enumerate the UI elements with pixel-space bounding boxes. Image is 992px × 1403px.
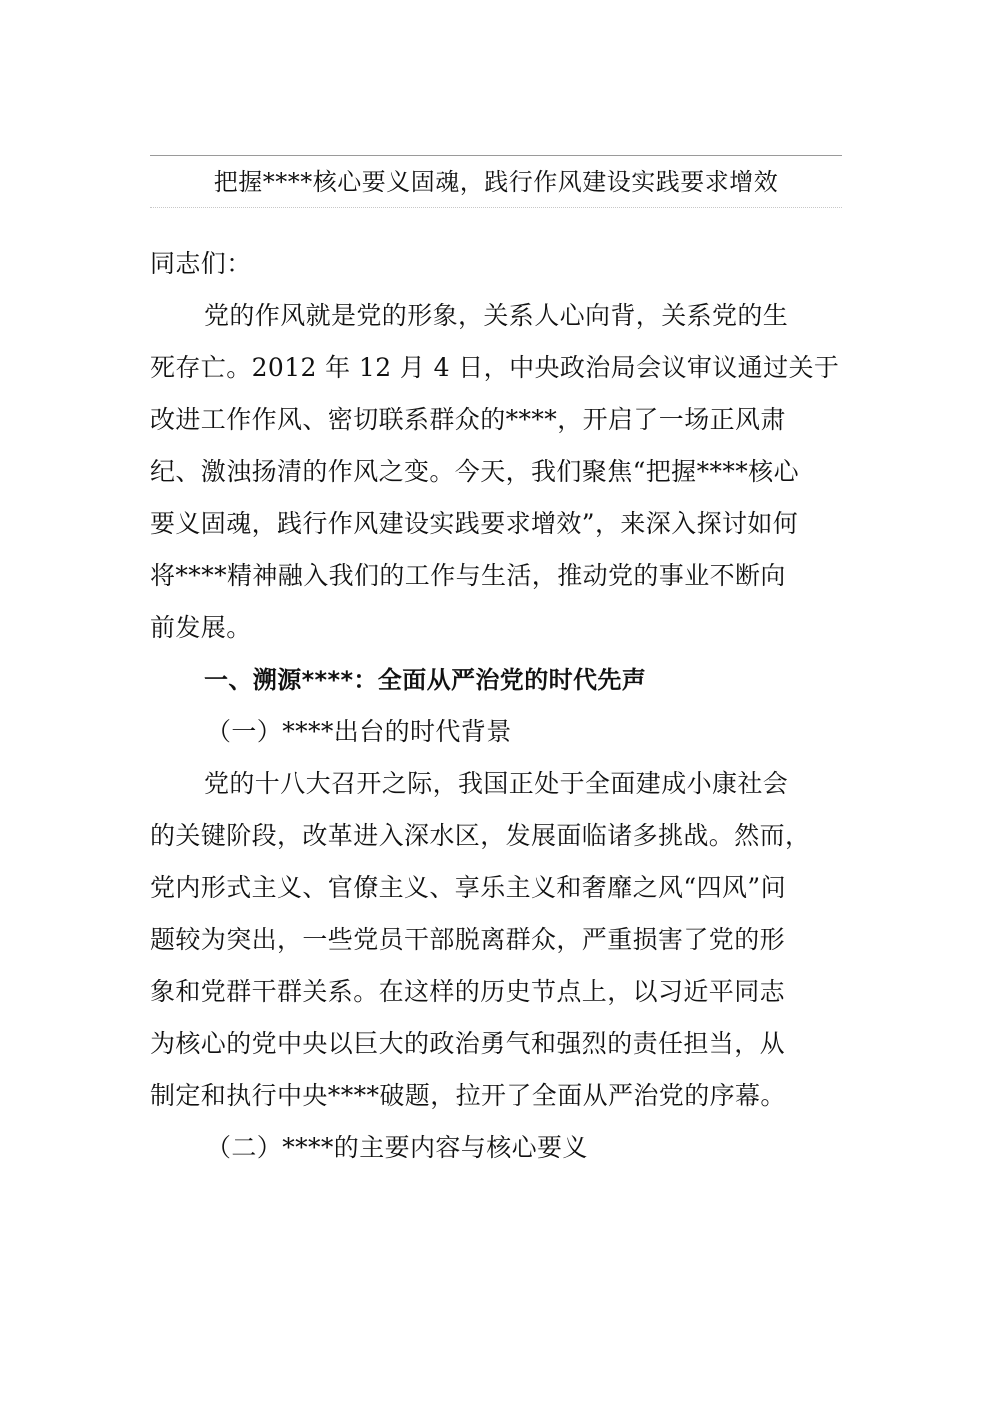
section-heading: 一、溯源****：全面从严治党的时代先声 [204,666,647,694]
title-bottom-rule [150,207,842,208]
paragraph-line: 制定和执行中央****破题，拉开了全面从严治党的序幕。 [150,1081,786,1110]
title-top-rule [150,155,842,156]
paragraph-line: 将****精神融入我们的工作与生活，推动党的事业不断向 [150,561,786,590]
subsection-heading: （二）****的主要内容与核心要义 [206,1133,588,1162]
paragraph-line: 象和党群干群关系。在这样的历史节点上，以习近平同志 [150,977,786,1006]
greeting: 同志们： [150,249,252,278]
paragraph-line: 改进工作作风、密切联系群众的****，开启了一场正风肃 [150,405,786,434]
paragraph-line: 党内形式主义、官僚主义、享乐主义和奢靡之风“四风”问 [150,873,786,902]
paragraph-line: 党的十八大召开之际，我国正处于全面建成小康社会 [204,769,789,798]
body-lines [150,290,840,1174]
paragraph-line: 的关键阶段，改革进入深水区，发展面临诸多挑战。然而， [150,821,811,850]
paragraph-line: 死存亡。2012 年 12 月 4 日，中央政治局会议审议通过关于 [150,353,840,382]
paragraph-line: 前发展。 [150,613,252,642]
paragraph-line: 为核心的党中央以巨大的政治勇气和强烈的责任担当，从 [150,1029,786,1058]
document-body [150,238,840,1174]
document-title: 把握****核心要义固魂，践行作风建设实践要求增效 [213,168,779,196]
paragraph-line: 党的作风就是党的形象，关系人心向背，关系党的生 [204,301,789,330]
paragraph-line: 纪、激浊扬清的作风之变。今天，我们聚焦“把握****核心 [150,457,799,486]
subsection-heading: （一）****出台的时代背景 [206,717,512,746]
paragraph-line: 题较为突出，一些党员干部脱离群众，严重损害了党的形 [150,925,786,954]
paragraph-line: 要义固魂，践行作风建设实践要求增效”，来深入探讨如何 [150,509,799,538]
